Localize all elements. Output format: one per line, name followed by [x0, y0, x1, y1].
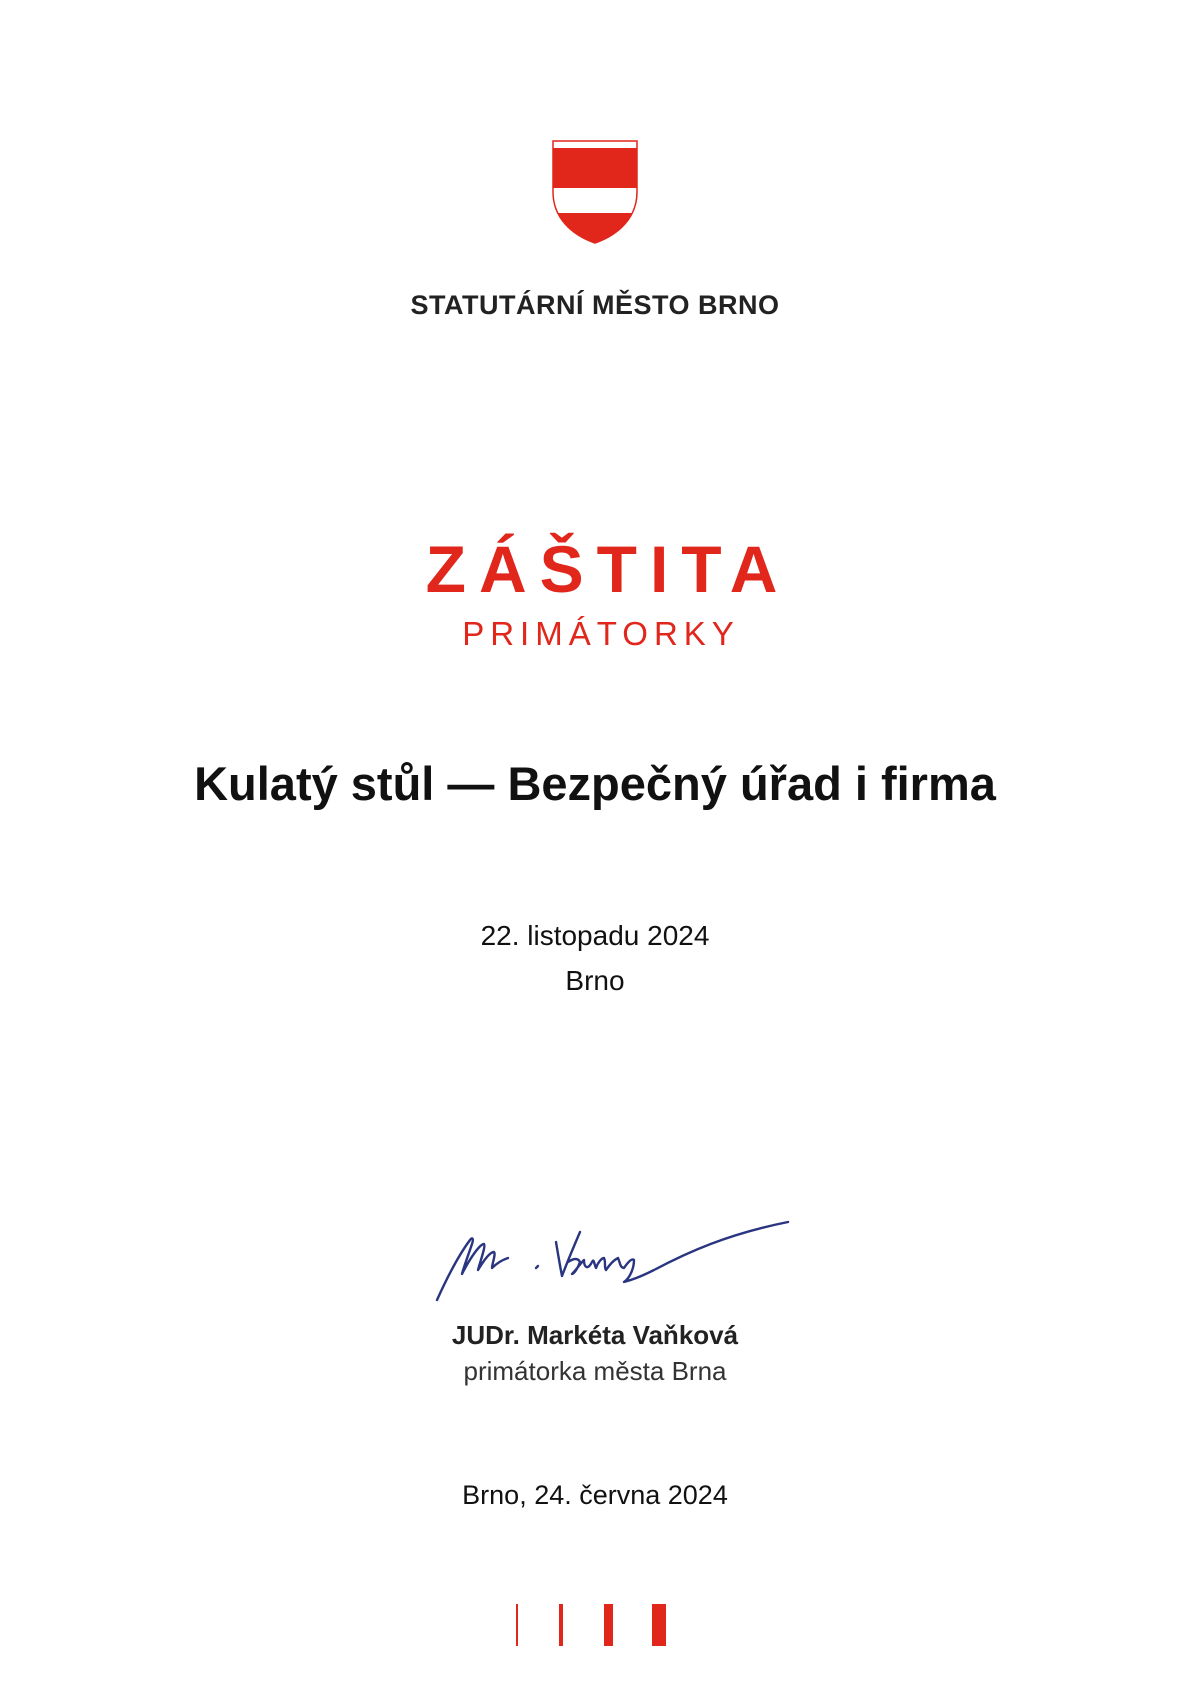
city-name: STATUTÁRNÍ MĚSTO BRNO	[410, 290, 780, 320]
footer-bar	[604, 1604, 613, 1646]
footer-bar	[559, 1604, 563, 1646]
event-title: Kulatý stůl — Bezpečný úřad i firma	[194, 757, 996, 810]
event-place: Brno	[565, 965, 625, 996]
footer-bar	[516, 1604, 518, 1646]
signer-name: JUDr. Markéta Vaňková	[451, 1320, 739, 1350]
red-bars-decoration-icon	[516, 1604, 676, 1646]
footer-bar	[652, 1604, 666, 1646]
brno-coat-of-arms-icon	[552, 140, 638, 244]
patronage-title: ZÁŠTITA	[425, 532, 791, 606]
issue-place-date: Brno, 24. června 2024	[462, 1480, 728, 1510]
patronage-subtitle: PRIMÁTORKY	[462, 615, 740, 652]
event-date: 22. listopadu 2024	[480, 920, 710, 951]
signer-role: primátorka města Brna	[463, 1356, 727, 1386]
signature-icon	[428, 1218, 794, 1308]
